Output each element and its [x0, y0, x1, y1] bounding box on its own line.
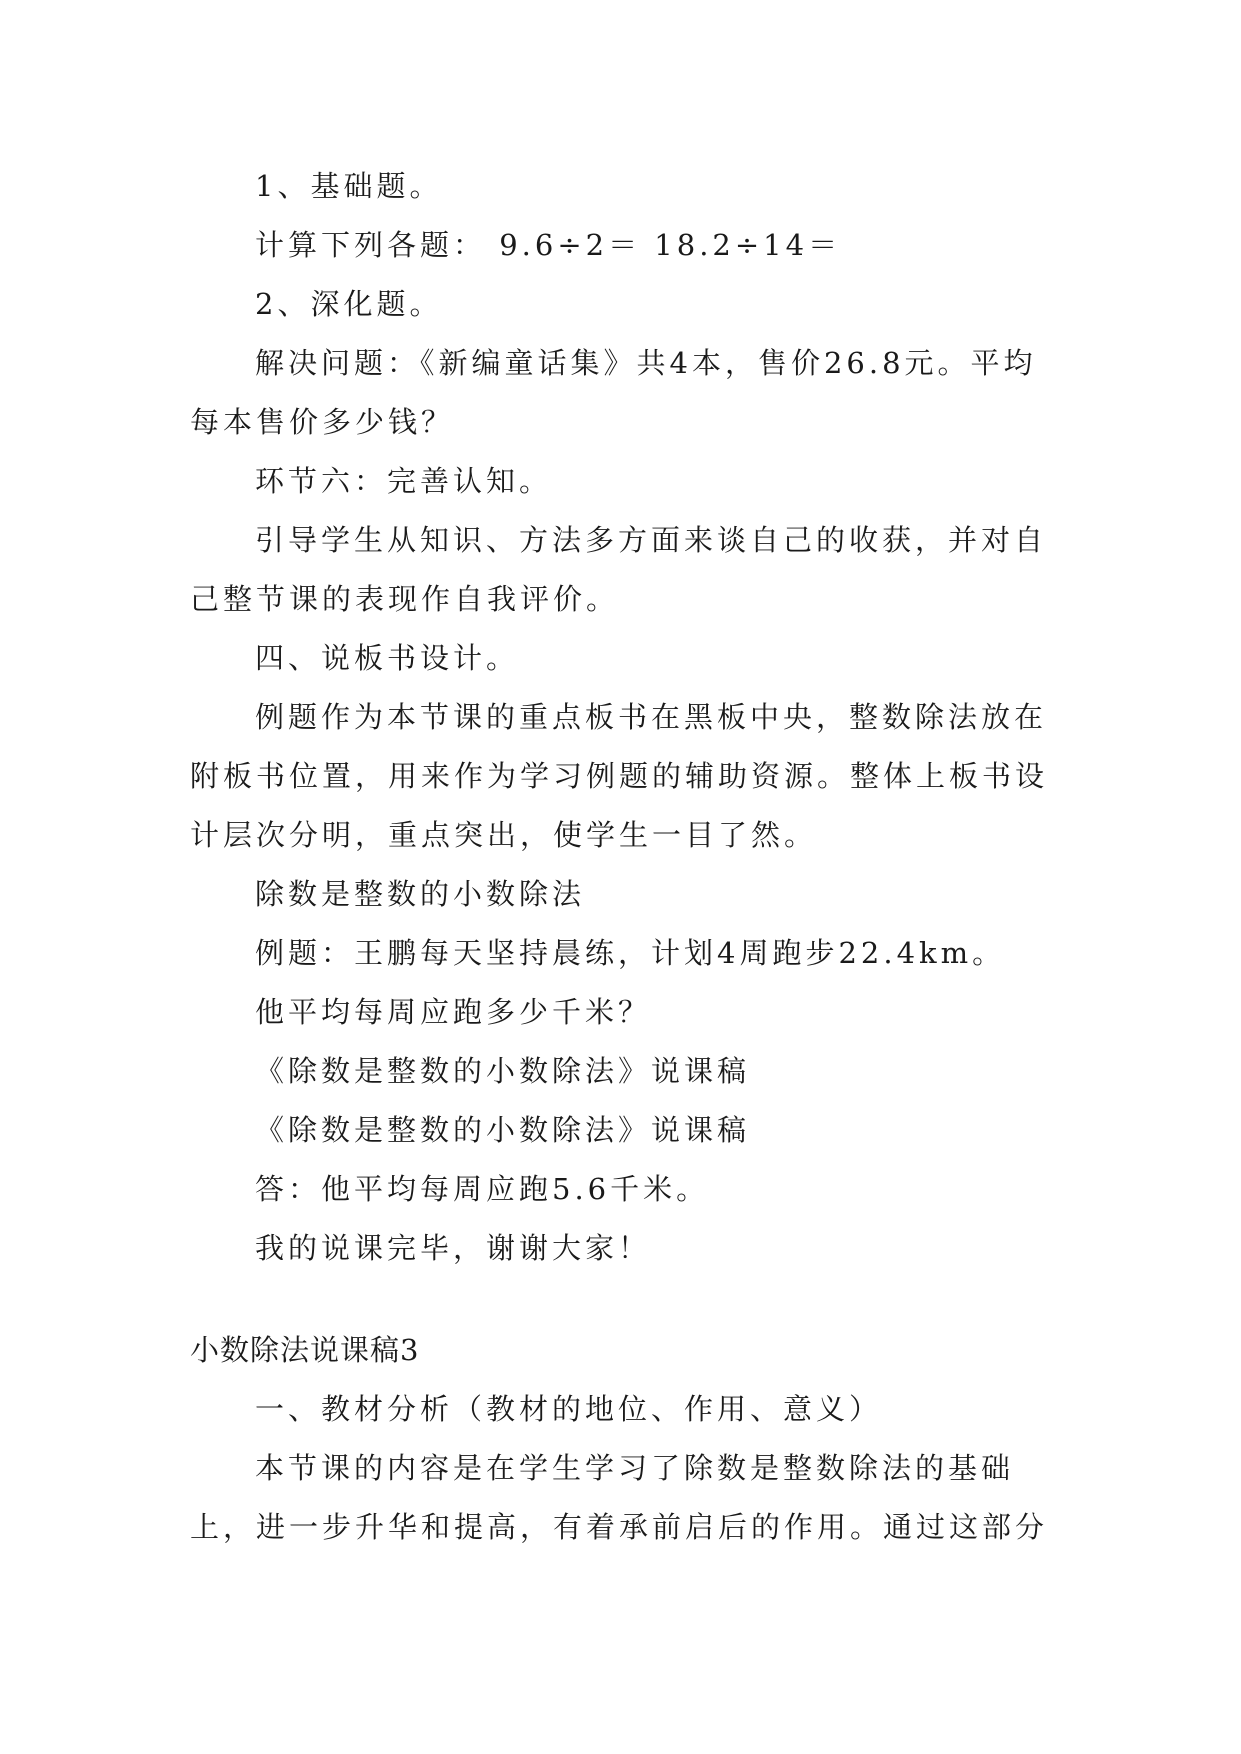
text-line: 环节六：完善认知。	[255, 464, 553, 498]
text-line: 《除数是整数的小数除法》说课稿	[255, 1054, 751, 1088]
text-line: 例题作为本节课的重点板书在黑板中央，整数除法放在	[255, 700, 1048, 734]
text-line: 除数是整数的小数除法	[255, 877, 586, 911]
text-line: 计层次分明，重点突出，使学生一目了然。	[190, 818, 818, 852]
text-line: 一、教材分析（教材的地位、作用、意义）	[255, 1392, 883, 1426]
text-line: 本节课的内容是在学生学习了除数是整数除法的基础	[255, 1451, 1015, 1485]
text-line: 解决问题：《新编童话集》共4本，售价26.8元。平均	[255, 346, 1037, 380]
section-heading: 小数除法说课稿3	[190, 1333, 420, 1367]
text-line: 我的说课完毕，谢谢大家！	[255, 1231, 652, 1265]
text-line: 上，进一步升华和提高，有着承前启后的作用。通过这部分	[190, 1510, 1049, 1544]
text-line: 《除数是整数的小数除法》说课稿	[255, 1113, 751, 1147]
text-line: 例题：王鹏每天坚持晨练，计划4周跑步22.4km。	[255, 936, 1006, 970]
text-line: 四、说板书设计。	[255, 641, 520, 675]
text-line: 答：他平均每周应跑5.6千米。	[255, 1172, 710, 1206]
text-line: 1、基础题。	[255, 169, 443, 203]
text-line: 附板书位置，用来作为学习例题的辅助资源。整体上板书设	[190, 759, 1049, 793]
text-line: 2、深化题。	[255, 287, 443, 321]
text-line: 计算下列各题： 9.6÷2＝ 18.2÷14＝	[255, 228, 842, 262]
text-line: 他平均每周应跑多少千米？	[255, 995, 652, 1029]
text-line: 每本售价多少钱？	[190, 405, 455, 439]
text-line: 引导学生从知识、方法多方面来谈自己的收获，并对自	[255, 523, 1048, 557]
text-line: 己整节课的表现作自我评价。	[190, 582, 620, 616]
